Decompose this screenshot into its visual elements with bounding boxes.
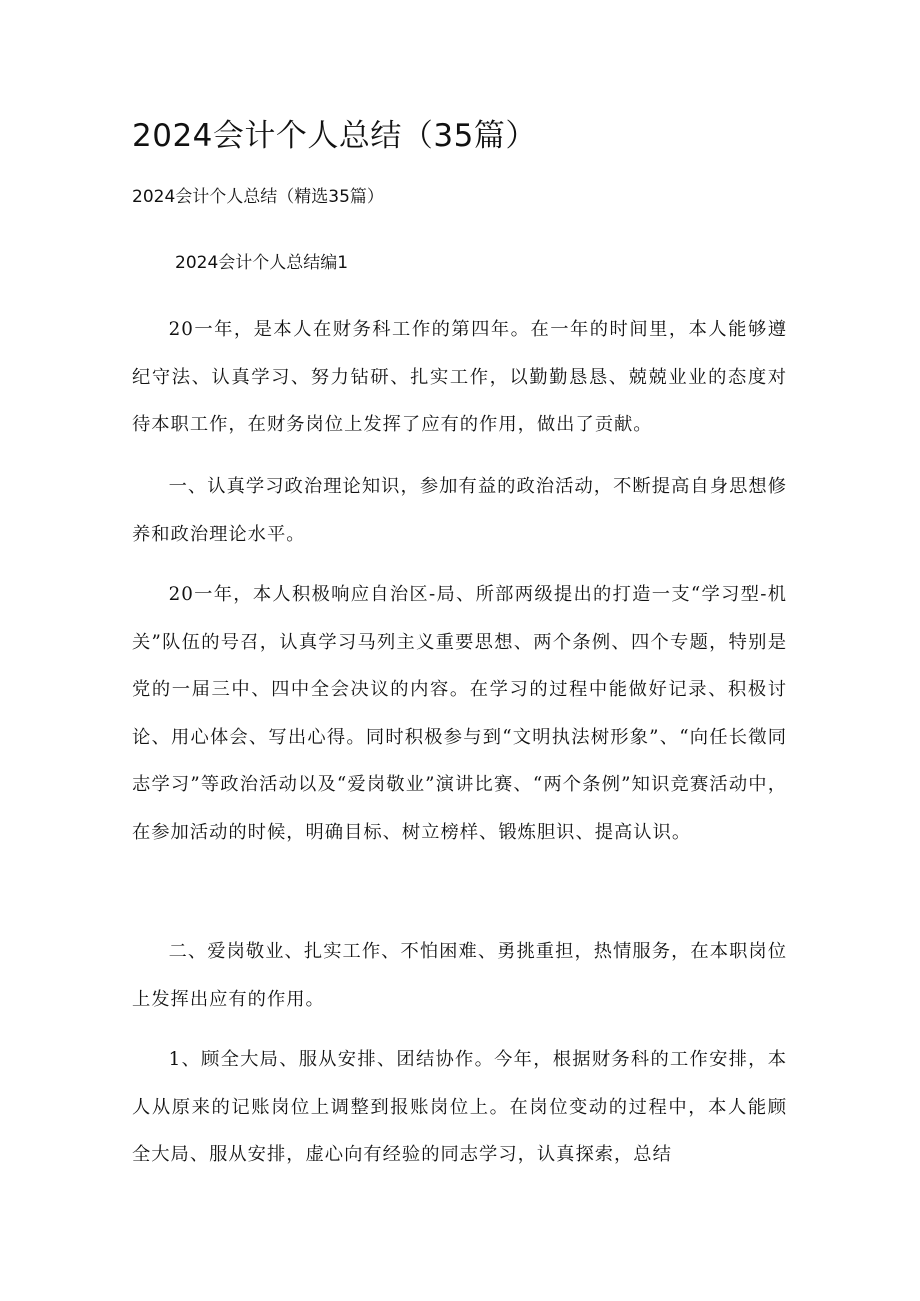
body-paragraph: 1、顾全大局、服从安排、团结协作。今年，根据财务科的工作安排，本人从原来的记账岗位上调整到报账岗位上。在岗位变动的过程中，本人能顾全大局、服从安排，虚心向有经验的同志学习，认真探索，总结 (132, 1049, 787, 1165)
section-heading: 2024会计个人总结编1 (175, 253, 349, 273)
body-paragraph: 一、认真学习政治理论知识，参加有益的政治活动，不断提高自身思想修养和政治理论水平。 (132, 476, 787, 545)
body-paragraph: 二、爱岗敬业、扎实工作、不怕困难、勇挑重担，热情服务，在本职岗位上发挥出应有的作用。 (132, 941, 787, 1010)
document-subtitle: 2024会计个人总结（精选35篇） (132, 187, 384, 207)
body-paragraph: 20一年，是本人在财务科工作的第四年。在一年的时间里，本人能够遵纪守法、认真学习、努力钻研、扎实工作，以勤勤恳恳、兢兢业业的态度对待本职工作，在财务岗位上发挥了应有的作用，做出了贡献。 (132, 319, 787, 435)
document-title: 2024会计个人总结（35篇） (132, 118, 537, 154)
body-paragraph: 20一年，本人积极响应自治区-局、所部两级提出的打造一支“学习型-机关”队伍的号召，认真学习马列主义重要思想、两个条例、四个专题，特别是党的一届三中、四中全会决议的内容。在学习的过程中能做好记录、积极讨论、用心体会、写出心得。同时积极参与到“文明执法树形象”、“向任长徵同志学习”等政治活动以及“爱岗敬业”演讲比赛、“两个条例”知识竞赛活动中，在参加活动的时候，明确目标、树立榜样、锻炼胆识、提高认识。 (132, 584, 787, 843)
